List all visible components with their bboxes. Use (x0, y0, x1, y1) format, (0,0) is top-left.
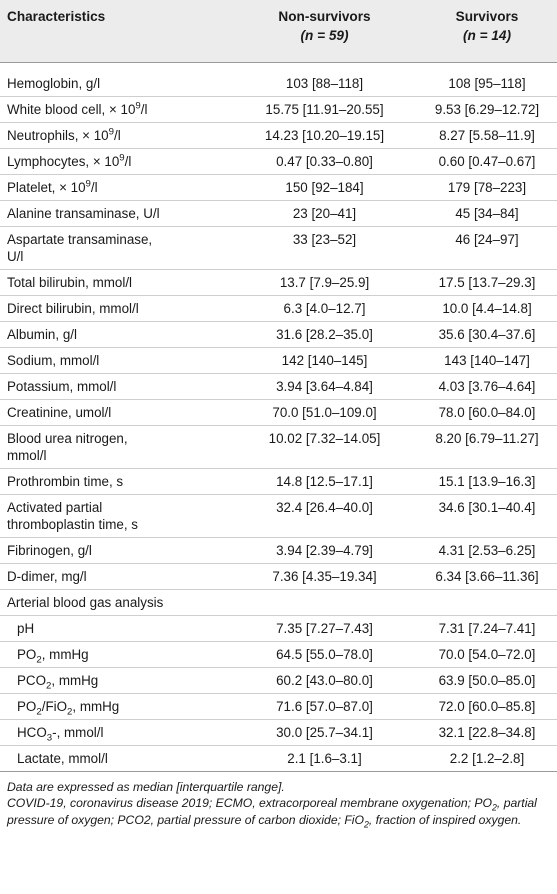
row-value-non-survivors: 15.75 [11.91–20.55] (232, 96, 417, 122)
row-value-survivors: 10.0 [4.4–14.8] (417, 295, 557, 321)
row-label: Aspartate transaminase, U/l (0, 226, 232, 269)
row-value-survivors (417, 589, 557, 615)
row-value-survivors: 34.6 [30.1–40.4] (417, 494, 557, 537)
row-value-survivors: 78.0 [60.0–84.0] (417, 399, 557, 425)
row-label: White blood cell, × $10^9/l$ (0, 96, 232, 122)
row-value-non-survivors: 7.35 [7.27–7.43] (232, 615, 417, 641)
row-label: Blood urea nitrogen, mmol/l (0, 425, 232, 468)
table-row (0, 641, 557, 667)
row-label: pH (0, 615, 232, 641)
row-label: Arterial blood gas analysis (0, 589, 232, 615)
row-value-survivors: 63.9 [50.0–85.0] (417, 667, 557, 693)
table-row (0, 589, 557, 615)
row-value-survivors: 4.03 [3.76–4.64] (417, 373, 557, 399)
row-value-survivors: 32.1 [22.8–34.8] (417, 719, 557, 745)
header-non-survivors-n: (n = 59) (300, 28, 349, 43)
row-value-survivors: 7.31 [7.24–7.41] (417, 615, 557, 641)
row-value-survivors: 17.5 [13.7–29.3] (417, 269, 557, 295)
table-row (0, 537, 557, 563)
row-label: Alanine transaminase, U/l (0, 200, 232, 226)
row-label: Direct bilirubin, mmol/l (0, 295, 232, 321)
table-row (0, 347, 557, 373)
row-label: D-dimer, mg/l (0, 563, 232, 589)
row-label: Total bilirubin, mmol/l (0, 269, 232, 295)
table-row (0, 719, 557, 745)
table-row (0, 399, 557, 425)
row-value-non-survivors: 142 [140–145] (232, 347, 417, 373)
row-value-survivors: 15.1 [13.9–16.3] (417, 468, 557, 494)
row-value-survivors: 143 [140–147] (417, 347, 557, 373)
row-value-survivors: 72.0 [60.0–85.8] (417, 693, 557, 719)
row-value-non-survivors: 2.1 [1.6–3.1] (232, 745, 417, 771)
header-non-survivors-n-var: n (305, 28, 314, 43)
row-value-survivors: 46 [24–97] (417, 226, 557, 269)
header-non-survivors (232, 0, 417, 62)
header-characteristics: Characteristics (0, 0, 232, 62)
row-value-survivors: 0.60 [0.47–0.67] (417, 148, 557, 174)
header-survivors (417, 0, 557, 62)
row-value-non-survivors: 23 [20–41] (232, 200, 417, 226)
row-value-survivors: 9.53 [6.29–12.72] (417, 96, 557, 122)
row-label: Potassium, mmol/l (0, 373, 232, 399)
footnote-data-expression: Data are expressed as median [interquartile range]. (7, 779, 285, 794)
row-value-survivors: 4.31 [2.53–6.25] (417, 537, 557, 563)
row-label: Albumin, g/l (0, 321, 232, 347)
row-label: $HCO_3-$, mmol/l (0, 719, 232, 745)
table-row (0, 226, 557, 269)
header-survivors-n-var: n (467, 28, 476, 43)
table-footnotes (0, 772, 557, 829)
row-value-survivors: 35.6 [30.4–37.6] (417, 321, 557, 347)
row-value-non-survivors: 64.5 [55.0–78.0] (232, 641, 417, 667)
row-label: Prothrombin time, s (0, 468, 232, 494)
table-row (0, 295, 557, 321)
row-label: Neutrophils, × $10^9/l$ (0, 122, 232, 148)
table-row (0, 200, 557, 226)
footnote-abbreviations: COVID-19, coronavirus disease 2019; ECMO, extracorporeal membrane oxygenation; $PO_2$, partial pressure of oxygen; PCO2, partial pressure of carbon dioxide; FiO$_2$, fraction of inspired oxygen. (7, 796, 537, 829)
table-row (0, 71, 557, 97)
table-spacer (0, 62, 557, 71)
row-value-survivors: 2.2 [1.2–2.8] (417, 745, 557, 771)
row-value-non-survivors: 3.94 [2.39–4.79] (232, 537, 417, 563)
row-value-non-survivors: 60.2 [43.0–80.0] (232, 667, 417, 693)
row-value-non-survivors: 3.94 [3.64–4.84] (232, 373, 417, 399)
row-value-non-survivors: 30.0 [25.7–34.1] (232, 719, 417, 745)
row-label: Activated partial thromboplastin time, s (0, 494, 232, 537)
header-non-survivors-n-value: = 59 (313, 28, 344, 43)
row-value-survivors: 45 [34–84] (417, 200, 557, 226)
row-value-non-survivors: 14.8 [12.5–17.1] (232, 468, 417, 494)
header-non-survivors-label: Non-survivors (278, 9, 371, 24)
row-value-non-survivors: 103 [88–118] (232, 71, 417, 97)
table-row (0, 745, 557, 771)
row-value-non-survivors: 71.6 [57.0–87.0] (232, 693, 417, 719)
row-value-survivors: 108 [95–118] (417, 71, 557, 97)
table-body (0, 62, 557, 771)
header-survivors-n-value: = 14 (475, 28, 507, 43)
table-header-row (0, 0, 557, 62)
row-label: $PO_2/FiO_2$, mmHg (0, 693, 232, 719)
row-label: Sodium, mmol/l (0, 347, 232, 373)
row-value-non-survivors: 14.23 [10.20–19.15] (232, 122, 417, 148)
row-value-survivors: 6.34 [3.66–11.36] (417, 563, 557, 589)
row-value-non-survivors (232, 589, 417, 615)
row-label: $PO_2$, mmHg (0, 641, 232, 667)
row-value-non-survivors: 7.36 [4.35–19.34] (232, 563, 417, 589)
row-value-non-survivors: 32.4 [26.4–40.0] (232, 494, 417, 537)
row-value-non-survivors: 31.6 [28.2–35.0] (232, 321, 417, 347)
row-value-non-survivors: 6.3 [4.0–12.7] (232, 295, 417, 321)
row-value-non-survivors: 150 [92–184] (232, 174, 417, 200)
table-row (0, 269, 557, 295)
row-value-non-survivors: 0.47 [0.33–0.80] (232, 148, 417, 174)
row-value-survivors: 8.27 [5.58–11.9] (417, 122, 557, 148)
table-row (0, 373, 557, 399)
row-value-survivors: 179 [78–223] (417, 174, 557, 200)
table-row (0, 615, 557, 641)
table-row (0, 425, 557, 468)
table-row (0, 667, 557, 693)
row-value-non-survivors: 10.02 [7.32–14.05] (232, 425, 417, 468)
table-row (0, 321, 557, 347)
row-label: Hemoglobin, g/l (0, 71, 232, 97)
row-value-survivors: 70.0 [54.0–72.0] (417, 641, 557, 667)
table-row (0, 494, 557, 537)
row-value-non-survivors: 70.0 [51.0–109.0] (232, 399, 417, 425)
table-row (0, 563, 557, 589)
table-row (0, 693, 557, 719)
header-survivors-label: Survivors (455, 9, 519, 24)
header-survivors-n: (n = 14) (463, 28, 511, 43)
row-label: $PCO_2$, mmHg (0, 667, 232, 693)
table-row (0, 148, 557, 174)
row-label: Lymphocytes, × $10^9/l$ (0, 148, 232, 174)
table-row (0, 174, 557, 200)
row-label: Platelet, × $10^9/l$ (0, 174, 232, 200)
table-row (0, 122, 557, 148)
row-label: Fibrinogen, g/l (0, 537, 232, 563)
row-label: Creatinine, umol/l (0, 399, 232, 425)
row-label: Lactate, mmol/l (0, 745, 232, 771)
table-row (0, 96, 557, 122)
row-value-non-survivors: 13.7 [7.9–25.9] (232, 269, 417, 295)
row-value-survivors: 8.20 [6.79–11.27] (417, 425, 557, 468)
table-row (0, 468, 557, 494)
row-value-non-survivors: 33 [23–52] (232, 226, 417, 269)
